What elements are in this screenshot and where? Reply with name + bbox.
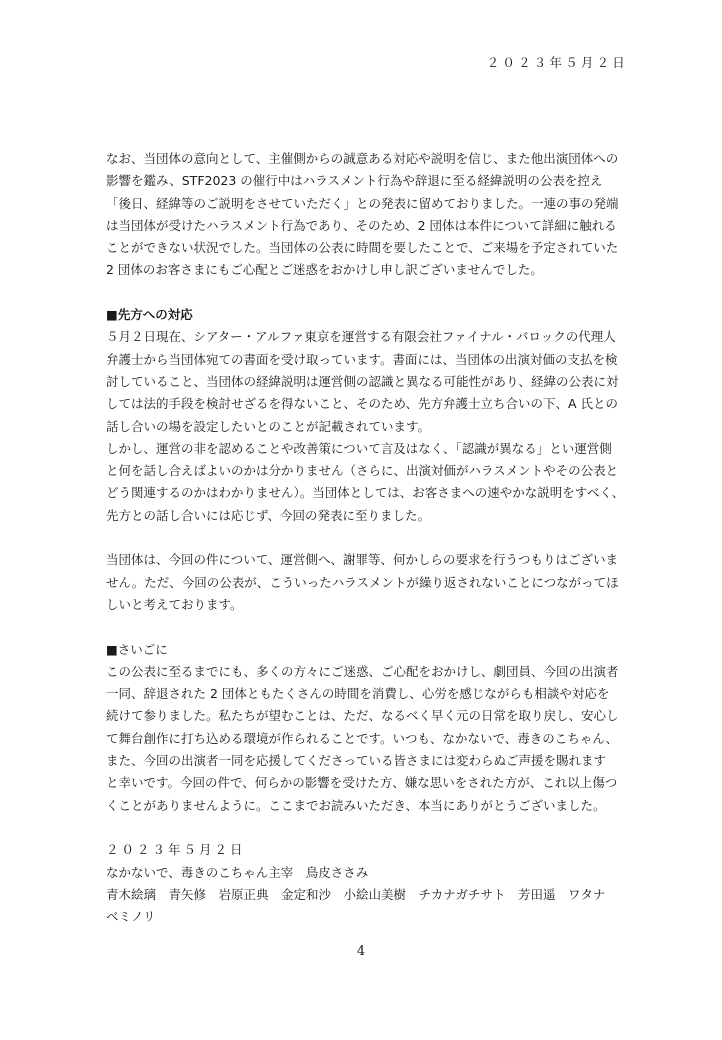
- text-line: くことがありませんように。ここまでお読みいただき、本当にありがとうございました。: [106, 797, 606, 813]
- signature-date: ２０２３年５月２日: [106, 842, 246, 858]
- text-line: 続けて参りました。私たちが望むことは、ただ、なるべく早く元の日常を取り戻し、安心し: [106, 708, 619, 724]
- text-line: 当団体は、今回の件について、運営側へ、謝罪等、何かしらの要求を行うつもりはございま: [106, 552, 619, 568]
- response-paragraph-1: [106, 326, 626, 437]
- text-line: 弁護士から当団体宛ての書面を受け取っています。書面には、当団体の出演対価の支払を検: [106, 351, 618, 367]
- intro-paragraph: [106, 148, 626, 282]
- text-line: なお、当団体の意向として、主催側からの誠意ある対応や説明を信じ、また他出演団体への: [106, 151, 619, 166]
- text-line: 影響を鑑み、STF2023 の催行中はハラスメント行為や辞退に至る経緯説明の公表を控え: [106, 173, 603, 189]
- text-line: 「後日、経緯等のご説明をさせていただく」との発表に留めておりました。一連の事の発端: [106, 195, 619, 211]
- page-number: 4: [356, 944, 366, 959]
- closing-paragraph: [106, 661, 626, 817]
- signature-members: 青木絵璃 青矢修 岩原正典 金定和沙 小絵山美樹 チカナガチサト 芳田遥 ワタナ: [106, 886, 606, 902]
- signature-members-continued: ベミノリ: [106, 909, 156, 925]
- response-paragraph-3: [106, 549, 626, 616]
- text-line: 話し合いの場を設定したいとのことが記載されています。: [106, 418, 431, 434]
- text-line: 一同、辞退された 2 団体ともたくさんの時間を消費し、心労を感じながらも相談や対応を: [106, 686, 610, 702]
- section-heading-response: ■先方への対応: [106, 307, 193, 323]
- document-body: [106, 148, 626, 928]
- text-line: 2 団体のお客さまにもご心配とご迷惑をおかけし申し訳ございませんでした。: [106, 262, 543, 278]
- text-line: また、今回の出演者一同を応援してくださっている皆さまには変わらぬご声援を賜れます: [106, 753, 607, 769]
- text-line: ことができない状況でした。当団体の公表に時間を要したことで、ご来場を予定されていた: [106, 240, 619, 256]
- text-line: しては法的手段を検討せざるを得ないこと、そのため、先方弁護士立ち合いの下、A 氏との: [106, 396, 619, 412]
- text-line: どう関連するのかはわかりません）。当団体としては、お客さまへの速やかな説明をすべく、: [106, 485, 625, 501]
- text-line: せん。ただ、今回の公表が、こういったハラスメントが繰り返されないことにつながってほ: [106, 574, 619, 590]
- text-line: 討していること、当団体の経緯説明は運営側の認識と異なる可能性があり、経緯の公表に対: [106, 373, 619, 389]
- text-line: しいと考えております。: [106, 596, 243, 612]
- signature-org: なかないで、毒きのこちゃん主宰 鳥皮ささみ: [106, 864, 369, 880]
- text-line: は当団体が受けたハラスメント行為であり、そのため、2 団体は本件について詳細に触れる: [106, 217, 617, 233]
- response-paragraph-2: [106, 438, 626, 527]
- text-line: しかし、運営の非を認めることや改善策について言及はなく、「認識が異なる」とい運営側: [106, 440, 612, 456]
- text-line: 先方との話し合いには応じず、今回の発表に至りました。: [106, 507, 431, 523]
- text-line: この公表に至るまでにも、多くの方々にご迷惑、ご心配をおかけし、劇団員、今回の出演者: [106, 663, 619, 679]
- section-heading-closing: ■さいごに: [106, 641, 168, 657]
- document-date: ２０２３年５月２日: [486, 55, 628, 70]
- signature-block: [106, 839, 626, 928]
- text-line: と幸いです。今回の件で、何らかの影響を受けた方、嫌な思いをされた方が、これ以上傷つ: [106, 775, 618, 791]
- text-line: と何を話し合えばよいのかは分かりません（さらに、出演対価がハラスメントやその公表と: [106, 463, 619, 479]
- text-line: て舞台創作に打ち込める環境が作られることです。いつも、なかないで、毒きのこちゃん、: [106, 730, 619, 746]
- text-line: ５月２日現在、シアター・アルファ東京を運営する有限会社ファイナル・バロックの代理人: [106, 329, 616, 345]
